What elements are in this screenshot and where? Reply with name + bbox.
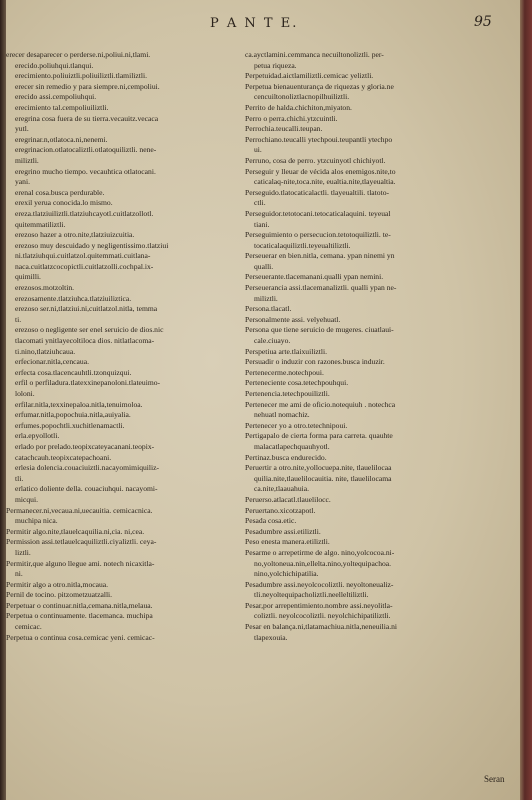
catchword: Seran <box>484 774 505 784</box>
right-column <box>245 50 513 643</box>
dictionary-line: Perpetua o continua cosa.cemicac yeni. cemicac- <box>6 632 155 642</box>
dictionary-line: Peruerso.atlacatl.tlauelilocc. <box>245 494 331 504</box>
dictionary-line: Pertenencia.tetechpouiliztli. <box>245 389 330 398</box>
dictionary-line: Perrochia.teucalli.teupan. <box>245 124 323 134</box>
dictionary-line: tli. <box>15 473 24 483</box>
dictionary-line: eregrina cosa fuera de su tierra.vecauitz.vecaca <box>15 113 159 123</box>
dictionary-line: liztli. <box>15 547 31 557</box>
dictionary-line: loloni. <box>15 389 35 398</box>
dictionary-line: Peruertano.xicotzapotl. <box>245 505 316 515</box>
dictionary-line: petua riqueza. <box>254 60 297 70</box>
dictionary-line: ti.nino,tlatziuhcaua. <box>15 346 76 356</box>
left-column <box>6 50 242 643</box>
dictionary-line: miliztli. <box>15 155 39 165</box>
dictionary-line: caticalaq-nite,toca.nite, eualtia.nite,tlayeualtia. <box>254 177 396 187</box>
dictionary-line: erfil o perfiladura.tlatexxinepanoloni.tlateuimo- <box>15 378 161 388</box>
dictionary-line: erezoso o negligente ser enel seruicio de dios.nic <box>15 325 164 335</box>
dictionary-line: Pesarme o arrepetirme de algo. nino,yolcocoa.ni- <box>245 547 395 557</box>
dictionary-line: Perseuerancia assi.tlacemanaliztli. qualli ypan ne- <box>245 283 397 293</box>
dictionary-line: Pertenecer me ami de oficio.notequiuh . notechca <box>245 399 396 409</box>
dictionary-line: tiani. <box>254 219 270 229</box>
dictionary-line: ni. <box>15 569 23 579</box>
dictionary-line: tli.neyoltequipacholiztli.neelleltiliztli. <box>254 590 369 600</box>
dictionary-line: yani. <box>15 177 30 187</box>
dictionary-line: muchipa nica. <box>15 516 58 526</box>
dictionary-line: erecer sin remedio y para siempre.ni,cempoliui. <box>15 81 160 91</box>
running-head: P A N T E. <box>210 16 299 31</box>
dictionary-line: Pesadumbre assi.etiliztli. <box>245 526 321 536</box>
dictionary-line: erecimiento tal.cempoliuiliztli. <box>15 102 109 112</box>
dictionary-line: erenal cosa.busca perdurable. <box>15 187 105 197</box>
page-header <box>0 14 520 38</box>
dictionary-line: Pesada cosa.etic. <box>245 516 297 526</box>
dictionary-line: Pesar,por arrepentimiento.nombre assi.neyolitla- <box>245 600 393 610</box>
dictionary-line: Perspetiua arte.tlaixuiliztli. <box>245 346 328 356</box>
dictionary-line: Peruertir a otro.nite,yollocuepa.nite, tlauelilocaa <box>245 463 392 473</box>
dictionary-line: ca.ayctlamini.cemmanca necuiltonoliztli. per- <box>245 50 384 59</box>
dictionary-line: Perseuerante.tlacemanani.qualli ypan nemini. <box>245 272 384 282</box>
dictionary-line: erecido assi.cempoliuhqui. <box>15 92 97 102</box>
dictionary-line: Perseguimiento o persecucion.tetotoquiliztli. te- <box>245 230 391 240</box>
dictionary-line: Pesar en balança.ni,tlatamachiua.nitla,neneuilia.ni <box>245 622 398 632</box>
folio-number: 95 <box>474 14 492 30</box>
dictionary-line: Perrito de halda.chichiton,miyaton. <box>245 102 352 112</box>
dictionary-line: erecer desaparecer o perderse.ni,poliui.ni,tlami. <box>6 50 151 59</box>
dictionary-line: Pertenecer yo a otro.tetechnipoui. <box>245 420 348 430</box>
dictionary-line: ctli. <box>254 198 266 208</box>
dictionary-line: yutl. <box>15 124 29 134</box>
dictionary-line: Perpetua bienauenturança de riquezas y gloria.ne <box>245 81 394 91</box>
dictionary-line: Permission assi.tetlauelcaquiliztli.ciyaliztli. ceya- <box>6 537 157 547</box>
dictionary-line: ui. <box>254 145 262 155</box>
dictionary-line: tlapexouia. <box>254 632 288 642</box>
dictionary-line: erlado por prelado.teopixcateyacanani.teopix- <box>15 441 155 451</box>
dictionary-line: Pertenecerme.notechpoui. <box>245 367 324 377</box>
dictionary-line: Peso enesta manera.etiliztli. <box>245 537 330 547</box>
dictionary-line: Permitir algo.nite,tlauelcaquilia.ni,cia. ni,cea. <box>6 526 145 536</box>
dictionary-line: ni.tlatziuhqui.cuitlatzol.quitemmati.cuitlana- <box>15 251 151 261</box>
dictionary-line: erfumar.nitla,popochuia.nitla,auiyalia. <box>15 410 131 420</box>
dictionary-line: tlacomati ynitlayecoltiloca dios. nitlatlacoma- <box>15 336 155 346</box>
dictionary-line: erfumes.popochtli.xuchitlenamactli. <box>15 420 125 430</box>
dictionary-line: erezoso muy descuidado y negligentissimo.tlatziui <box>15 240 169 250</box>
dictionary-line: eregrino mucho tiempo. vecauhtica otlatocani. <box>15 166 156 176</box>
dictionary-line: erexil yerua conocida.lo mismo. <box>15 198 113 208</box>
dictionary-line: coliztli. neyolcocoliztli. neyolchichipatiliztli. <box>254 611 391 621</box>
dictionary-line: eregrinar.n,otlatoca.ni,nenemi. <box>15 134 108 144</box>
dictionary-line: Pertigapalo de cierta forma para carreta. quauhte <box>245 431 393 441</box>
dictionary-line: erecido.poliuhqui.tlanqui. <box>15 60 94 70</box>
dictionary-line: eregrinacion.otlatocaliztli.otlatoquiliztli. nene- <box>15 145 157 155</box>
dictionary-line: miliztli. <box>254 293 278 303</box>
dictionary-line: Persona.tlacatl. <box>245 304 292 314</box>
dictionary-line: Perseguir y lleuar de vécida alos enemigos.nite,to <box>245 166 396 176</box>
dictionary-line: erlatico doliente della. couaciuhqui. nacayomi- <box>15 484 158 494</box>
dictionary-line: Pesadumbre assi.neyolcocoliztli. neyoltoneualiz- <box>245 579 394 589</box>
dictionary-line: erezoso ser.ni,tlatziui.ni,cuitlatzol.nitla, temma <box>15 304 158 314</box>
dictionary-line: erezosamente.tlatziuhca.tlatziuiliztica. <box>15 293 132 303</box>
dictionary-line: qualli. <box>254 261 274 271</box>
dictionary-line: tocaticalaquiliztli.teyeualtiliztli. <box>254 240 351 250</box>
dictionary-line: malacatlapechquauhyotl. <box>254 441 330 451</box>
dictionary-line: cencuiltonoliztlacnopilhuiliztli. <box>254 92 350 102</box>
dictionary-line: Perpetua o continuamente. tlacemanca. muchipa <box>6 611 153 621</box>
dictionary-line: erfilar.nitla,texxinepaloa.nitla,tenuimoloa. <box>15 399 143 409</box>
dictionary-line: catachcauh.teopixcatepachoani. <box>15 452 112 462</box>
dictionary-line: Perseguidor.tetotocani.tetocaticalaquini. teyeual <box>245 208 391 218</box>
dictionary-line: Perpetuidad.aictlamiliztli.cemicac yeliztli. <box>245 71 374 81</box>
dictionary-line: naca.cuitlatzcocopictli.cuitlatzolli.cochpal.ix- <box>15 261 154 271</box>
dictionary-line: erezosos.motzoltin. <box>15 283 75 293</box>
dictionary-line: Personalmente assi. velyehuatl. <box>245 314 341 324</box>
dictionary-line: erla.epyollotli. <box>15 431 60 441</box>
dictionary-line: Persuadir o induzir con razones.busca induzir. <box>245 357 385 367</box>
dictionary-line: quilia.nite,tlauelilocauitia. nite, tlauelilocama <box>254 473 392 483</box>
dictionary-line: erecimiento.poliuiztli.poliuiliztli.tlamiliztli. <box>15 71 148 81</box>
dictionary-line: Permitir algo a otro.nitla,mocaua. <box>6 579 109 589</box>
dictionary-line: Perro o perra.chichi.ytzcuintli. <box>245 113 338 123</box>
dictionary-line: ereza.tlatziuiliztli.tlatziuhcayotl.cuitlatzollotl. <box>15 208 154 218</box>
dictionary-line: quitemmatiliztli. <box>15 219 66 229</box>
dictionary-line: quimilli. <box>15 272 41 282</box>
dictionary-line: nehuatl nomachiz. <box>254 410 310 420</box>
dictionary-line: Persona que tiene seruicio de mugeres. ciuatlaui- <box>245 325 394 335</box>
dictionary-line: Permanecer.ni,vecaua.ni,uecauitia. cemicacnica. <box>6 505 153 515</box>
dictionary-line: Perruno, cosa de perro. ytzcuinyotl chichiyotl. <box>245 155 386 165</box>
dictionary-line: no,yoltoneua.nin,ellelta.nino,yoltequipachoa. <box>254 558 392 568</box>
dictionary-line: Perseuerar en bien.nitla, cemana. ypan ninemi yn <box>245 251 395 261</box>
dictionary-line: erfecta cosa.tlacencauhtli.tzonquizqui. <box>15 367 132 377</box>
dictionary-line: erezoso hazer a otro.nite,tlatziuizcuitia. <box>15 230 135 240</box>
dictionary-line: Perpetuar o continuar.nitla,cemana.nitla,melaua. <box>6 600 153 610</box>
dictionary-line: Perrochiano.teucalli ytechpoui.teupantli ytechpo <box>245 134 393 144</box>
dictionary-line: erfecionar.nitla,cencaua. <box>15 357 89 367</box>
dictionary-line: ti. <box>15 314 22 324</box>
dictionary-line: erlesia dolencia.couaciuiztli.nacayomimiquiliz- <box>15 463 160 473</box>
page-edge <box>520 0 532 800</box>
dictionary-line: Pernil de tocino. pitzometzuatzalli. <box>6 590 113 600</box>
dictionary-line: nino,yolchichipatilia. <box>254 569 319 579</box>
dictionary-line: Permitir,que alguno llegue ami. notech nicaxitla- <box>6 558 155 568</box>
dictionary-line: Perseguido.tlatocaticalactli. tlayeualtili. tlatoto- <box>245 187 390 197</box>
dictionary-line: cemicac. <box>15 622 42 632</box>
dictionary-line: Pertinaz.busca endurecido. <box>245 452 327 462</box>
dictionary-line: micqui. <box>15 494 38 504</box>
dictionary-line: ca.nite,tlaauahuia. <box>254 484 310 494</box>
dictionary-line: cale.ciuayo. <box>254 336 291 346</box>
dictionary-line: Perteneciente cosa.tetechpouhqui. <box>245 378 349 388</box>
